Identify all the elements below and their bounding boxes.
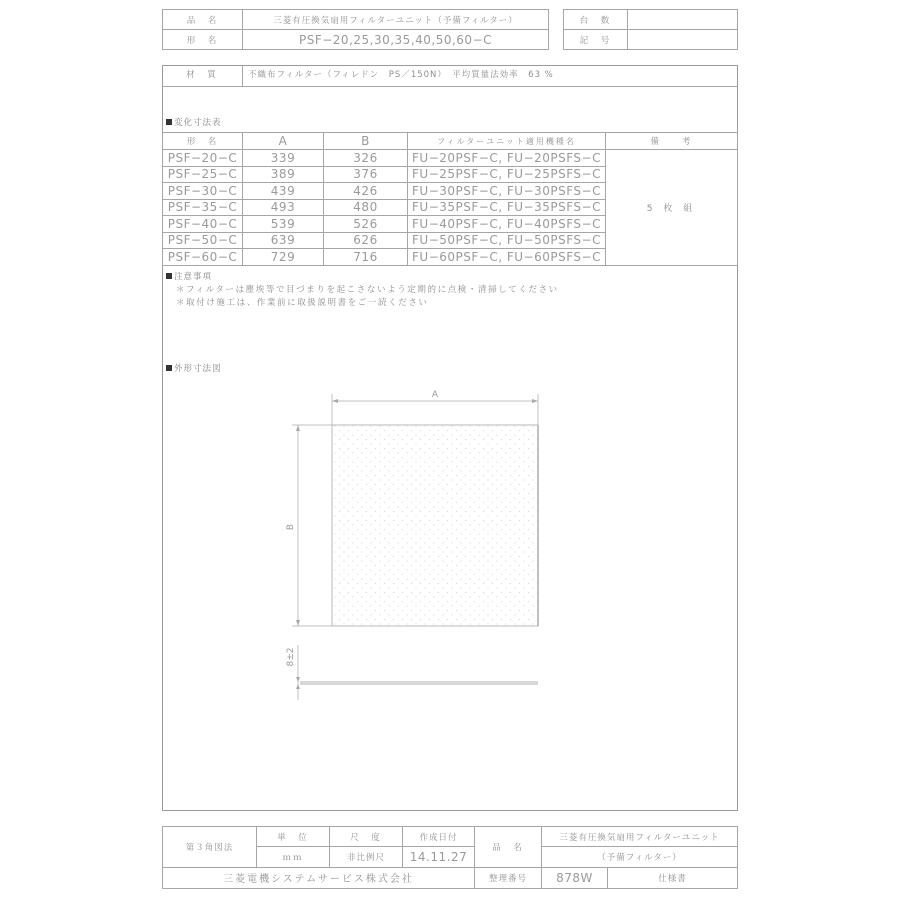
header-table <box>162 9 549 50</box>
cell-applicable: FU−60PSF−C, FU−60PSFS−C <box>408 249 606 266</box>
footer-product-name-label: 品 名 <box>475 827 542 868</box>
model-value: PSF−20,25,30,35,40,50,60−C <box>243 30 549 50</box>
col-header-b: B <box>324 133 408 150</box>
notes-title-text: 注意事項 <box>174 272 213 282</box>
cell-applicable: FU−35PSF−C, FU−35PSFS−C <box>408 199 606 216</box>
symbol-label: 記 号 <box>564 30 628 50</box>
ref-no-value: 878W <box>542 867 608 888</box>
unit-label: 単 位 <box>257 827 330 847</box>
footer-product-name-line2: （予備フィルター） <box>542 847 738 867</box>
cell-a: 339 <box>243 150 324 167</box>
cell-b: 376 <box>324 166 408 183</box>
symbol-value <box>628 30 738 50</box>
square-bullet-icon <box>166 365 172 371</box>
cell-model: PSF−60−C <box>163 249 243 266</box>
date-value: 14.11.27 <box>403 847 475 867</box>
quantity-value <box>628 10 738 30</box>
table-header-row <box>163 133 738 150</box>
cell-model: PSF−30−C <box>163 183 243 200</box>
cell-a: 639 <box>243 232 324 249</box>
cell-applicable: FU−25PSF−C, FU−25PSFS−C <box>408 166 606 183</box>
dim-thickness-label: 8±2 <box>286 647 296 667</box>
square-bullet-icon <box>166 119 172 125</box>
note-item-1: ＊フィルターは塵埃等で目づまりを起こさないよう定期的に点検・清掃してください <box>176 285 559 295</box>
material-label: 材 質 <box>186 70 218 80</box>
material-divider <box>162 86 738 87</box>
cell-b: 716 <box>324 249 408 266</box>
material-col-divider <box>242 65 243 86</box>
company-name: 三菱電機システムサービス株式会社 <box>163 867 475 888</box>
col-header-applicable: フィルターユニット適用機種名 <box>408 133 606 150</box>
ref-no-label: 整理番号 <box>475 867 542 888</box>
cell-model: PSF−40−C <box>163 216 243 233</box>
cell-applicable: FU−30PSF−C, FU−30PSFS−C <box>408 183 606 200</box>
cell-b: 326 <box>324 150 408 167</box>
col-header-remarks: 備 考 <box>606 133 738 150</box>
footer-product-name-line1: 三菱有圧換気扇用フィルターユニット <box>542 827 738 847</box>
square-bullet-icon <box>166 273 172 279</box>
cell-applicable: FU−50PSF−C, FU−50PSFS−C <box>408 232 606 249</box>
dim-a-label: A <box>431 390 439 400</box>
cell-a: 389 <box>243 166 324 183</box>
cell-model: PSF−25−C <box>163 166 243 183</box>
quantity-table <box>563 9 738 50</box>
drawing-title-text: 外形寸法図 <box>174 364 222 374</box>
title-block <box>162 826 738 889</box>
date-label: 作成日付 <box>403 827 475 847</box>
cell-a: 493 <box>243 199 324 216</box>
dimension-table <box>162 132 738 266</box>
cell-a: 539 <box>243 216 324 233</box>
notes-title <box>166 270 212 282</box>
scale-value: 非比例尺 <box>330 847 403 867</box>
cell-a: 439 <box>243 183 324 200</box>
col-header-model: 形 名 <box>163 133 243 150</box>
cell-b: 480 <box>324 199 408 216</box>
col-header-a: A <box>243 133 324 150</box>
note-item-2: ＊取付け施工は、作業前に取扱説明書をご一読ください <box>176 298 429 308</box>
cell-applicable: FU−20PSF−C, FU−20PSFS−C <box>408 150 606 167</box>
cell-b: 526 <box>324 216 408 233</box>
cell-a: 729 <box>243 249 324 266</box>
cell-remarks: 5 枚 組 <box>606 150 738 266</box>
outline-drawing <box>260 380 560 700</box>
projection-method: 第３角図法 <box>163 827 257 868</box>
doc-type: 仕様書 <box>608 867 738 888</box>
cell-b: 626 <box>324 232 408 249</box>
cell-b: 426 <box>324 183 408 200</box>
unit-value: ｍｍ <box>257 847 330 867</box>
dimension-table-title-text: 変化寸法表 <box>174 118 222 128</box>
quantity-label: 台 数 <box>564 10 628 30</box>
model-label: 形 名 <box>163 30 243 50</box>
cell-model: PSF−35−C <box>163 199 243 216</box>
dimension-table-title <box>166 116 222 128</box>
cell-model: PSF−20−C <box>163 150 243 167</box>
table-row <box>163 150 738 167</box>
drawing-title <box>166 362 222 374</box>
product-name-label: 品 名 <box>163 10 243 30</box>
cell-model: PSF−50−C <box>163 232 243 249</box>
cell-applicable: FU−40PSF−C, FU−40PSFS−C <box>408 216 606 233</box>
material-value: 不織布フィルター（フィレドン PS／150N） 平均質量法効率 63 % <box>248 70 554 80</box>
product-name-value: 三菱有圧換気扇用フィルターユニット（予備フィルター） <box>243 10 549 30</box>
scale-label: 尺 度 <box>330 827 403 847</box>
filter-panel <box>332 425 538 626</box>
dim-b-label: B <box>286 523 296 531</box>
